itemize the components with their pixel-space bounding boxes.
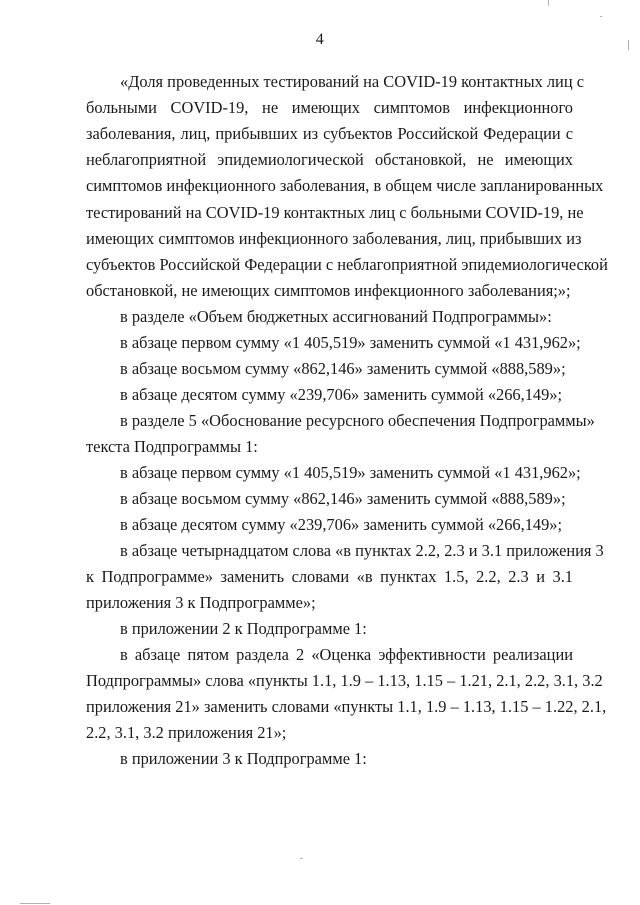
text-line: в приложении 2 к Подпрограмме 1: — [120, 619, 367, 638]
scan-mark — [300, 858, 303, 859]
text-line: в абзаце четырнадцатом слова «в пунктах 2.2, 2.3 и 3.1 приложения 3 — [120, 541, 604, 560]
text-line: в абзаце пятом раздела 2 «Оценка эффективности реализации — [120, 645, 573, 664]
text-line: приложения 3 к Подпрограмме»; — [86, 593, 316, 612]
text-line: больными COVID-19, не имеющих симптомов инфекционного — [86, 98, 573, 117]
text-line: к Подпрограмме» заменить словами «в пунктах 1.5, 2.2, 2.3 и 3.1 — [86, 567, 573, 586]
text-line: в абзаце первом сумму «1 405,519» заменить суммой «1 431,962»; — [120, 463, 581, 482]
scan-mark — [628, 40, 629, 50]
text-line: тестирований на COVID-19 контактных лиц с больными COVID-19, не — [86, 203, 584, 222]
text-line: в абзаце десятом сумму «239,706» заменить суммой «266,149»; — [120, 515, 563, 534]
page-number: 4 — [315, 31, 325, 48]
text-line: в приложении 3 к Подпрограмме 1: — [120, 749, 367, 768]
text-line: текста Подпрограммы 1: — [86, 437, 258, 456]
text-line: Подпрограммы» слова «пункты 1.1, 1.9 – 1.13, 1.15 – 1.21, 2.1, 2.2, 3.1, 3.2 — [86, 671, 603, 690]
text-line: симптомов инфекционного заболевания, в общем числе запланированных — [86, 176, 604, 195]
text-line: 2.2, 3.1, 3.2 приложения 21»; — [86, 723, 287, 742]
text-line: неблагоприятной эпидемиологической обстановкой, не имеющих — [86, 150, 573, 169]
scan-mark — [20, 903, 50, 904]
text-line: в разделе «Объем бюджетных ассигнований Подпрограммы»: — [120, 307, 552, 326]
text-line: «Доля проведенных тестирований на COVID-19 контактных лиц с — [120, 72, 584, 91]
scan-mark — [548, 0, 549, 6]
text-line: заболевания, лиц, прибывших из субъектов Российской Федерации с — [86, 124, 573, 143]
text-line: в разделе 5 «Обоснование ресурсного обеспечения Подпрограммы» — [120, 411, 595, 430]
text-line: в абзаце десятом сумму «239,706» заменить суммой «266,149»; — [120, 385, 563, 404]
text-line: приложения 21» заменить словами «пункты 1.1, 1.9 – 1.13, 1.15 – 1.22, 2.1, — [86, 697, 607, 716]
text-line: субъектов Российской Федерации с неблагоприятной эпидемиологической — [86, 255, 608, 274]
text-line: в абзаце первом сумму «1 405,519» заменить суммой «1 431,962»; — [120, 333, 581, 352]
text-line: в абзаце восьмом сумму «862,146» заменить суммой «888,589»; — [120, 359, 566, 378]
text-line: обстановкой, не имеющих симптомов инфекционного заболевания;»; — [86, 281, 571, 300]
scan-mark — [600, 16, 602, 17]
text-line: в абзаце восьмом сумму «862,146» заменить суммой «888,589»; — [120, 489, 566, 508]
text-line: имеющих симптомов инфекционного заболевания, лиц, прибывших из — [86, 229, 582, 248]
